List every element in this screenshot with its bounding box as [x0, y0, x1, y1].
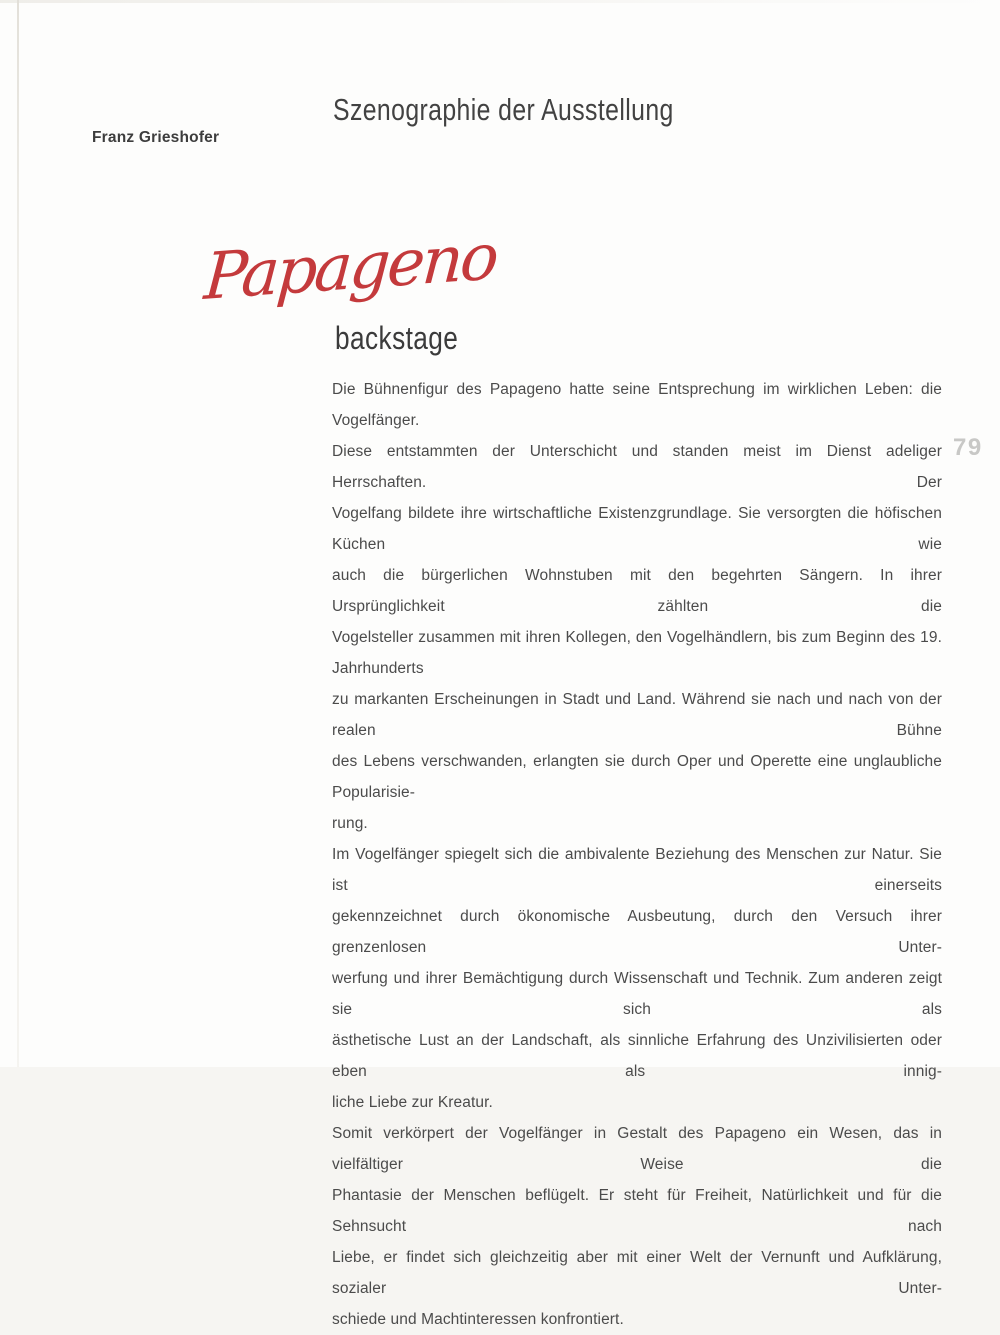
body-line: werfung und ihrer Bemächtigung durch Wissenschaft und Technik. Zum anderen zeigt sie sich als	[332, 970, 942, 1018]
body-line: Die Bühnenfigur des Papageno hatte seine Entsprechung im wirklichen Leben: die Vogelfänger.	[332, 381, 942, 429]
body-line: des Lebens verschwanden, erlangten sie durch Oper und Operette eine unglaubliche Popularisie-	[332, 753, 942, 801]
body-line: zu markanten Erscheinungen in Stadt und Land. Während sie nach und nach von der realen Bühne	[332, 691, 942, 739]
page-edge-shadow-top	[0, 0, 1000, 3]
body-line: gekennzeichnet durch ökonomische Ausbeutung, durch den Versuch ihrer grenzenlosen Unter-	[332, 908, 942, 956]
body-line: Vogelsteller zusammen mit ihren Kollegen, den Vogelhändlern, bis zum Beginn des 19. Jahrhunderts	[332, 629, 942, 677]
body-line: Vogelfang bildete ihre wirtschaftliche Existenzgrundlage. Sie versorgten die höfischen Küchen wie	[332, 505, 942, 553]
author-name: Franz Grieshofer	[92, 129, 220, 146]
body-line: Im Vogelfänger spiegelt sich die ambivalente Beziehung des Menschen zur Natur. Sie ist einerseits	[332, 846, 942, 894]
page-number: 79	[953, 434, 983, 461]
page-edge-shadow	[17, 0, 19, 1067]
body-line: liche Liebe zur Kreatur.	[332, 1094, 493, 1111]
body-line: rung.	[332, 815, 368, 832]
body-line: Phantasie der Menschen beflügelt. Er steht für Freiheit, Natürlichkeit und für die Sehnsucht nach	[332, 1187, 942, 1235]
body-line: Diese entstammten der Unterschicht und standen meist im Dienst adeliger Herrschaften. Der	[332, 443, 942, 491]
article-title-subtitle: backstage	[335, 320, 459, 356]
article-title-script: Papageno	[201, 220, 499, 316]
body-line: auch die bürgerlichen Wohnstuben mit den begehrten Sängern. In ihrer Ursprünglichkeit zählten die	[332, 567, 942, 615]
paragraph	[332, 1118, 942, 1335]
paragraph	[332, 839, 942, 1118]
paragraph	[332, 374, 942, 839]
body-line: Somit verkörpert der Vogelfänger in Gestalt des Papageno ein Wesen, das in vielfältiger Weise die	[332, 1125, 942, 1173]
article-body	[332, 374, 942, 1335]
body-line: schiede und Machtinteressen konfrontiert.	[332, 1311, 624, 1328]
body-line: ästhetische Lust an der Landschaft, als sinnliche Erfahrung des Unzivilisierten oder eben als innig-	[332, 1032, 942, 1080]
body-line: Liebe, er findet sich gleichzeitig aber mit einer Welt der Vernunft und Aufklärung, sozialer Unter-	[332, 1249, 942, 1297]
chapter-header: Szenographie der Ausstellung	[333, 92, 674, 127]
